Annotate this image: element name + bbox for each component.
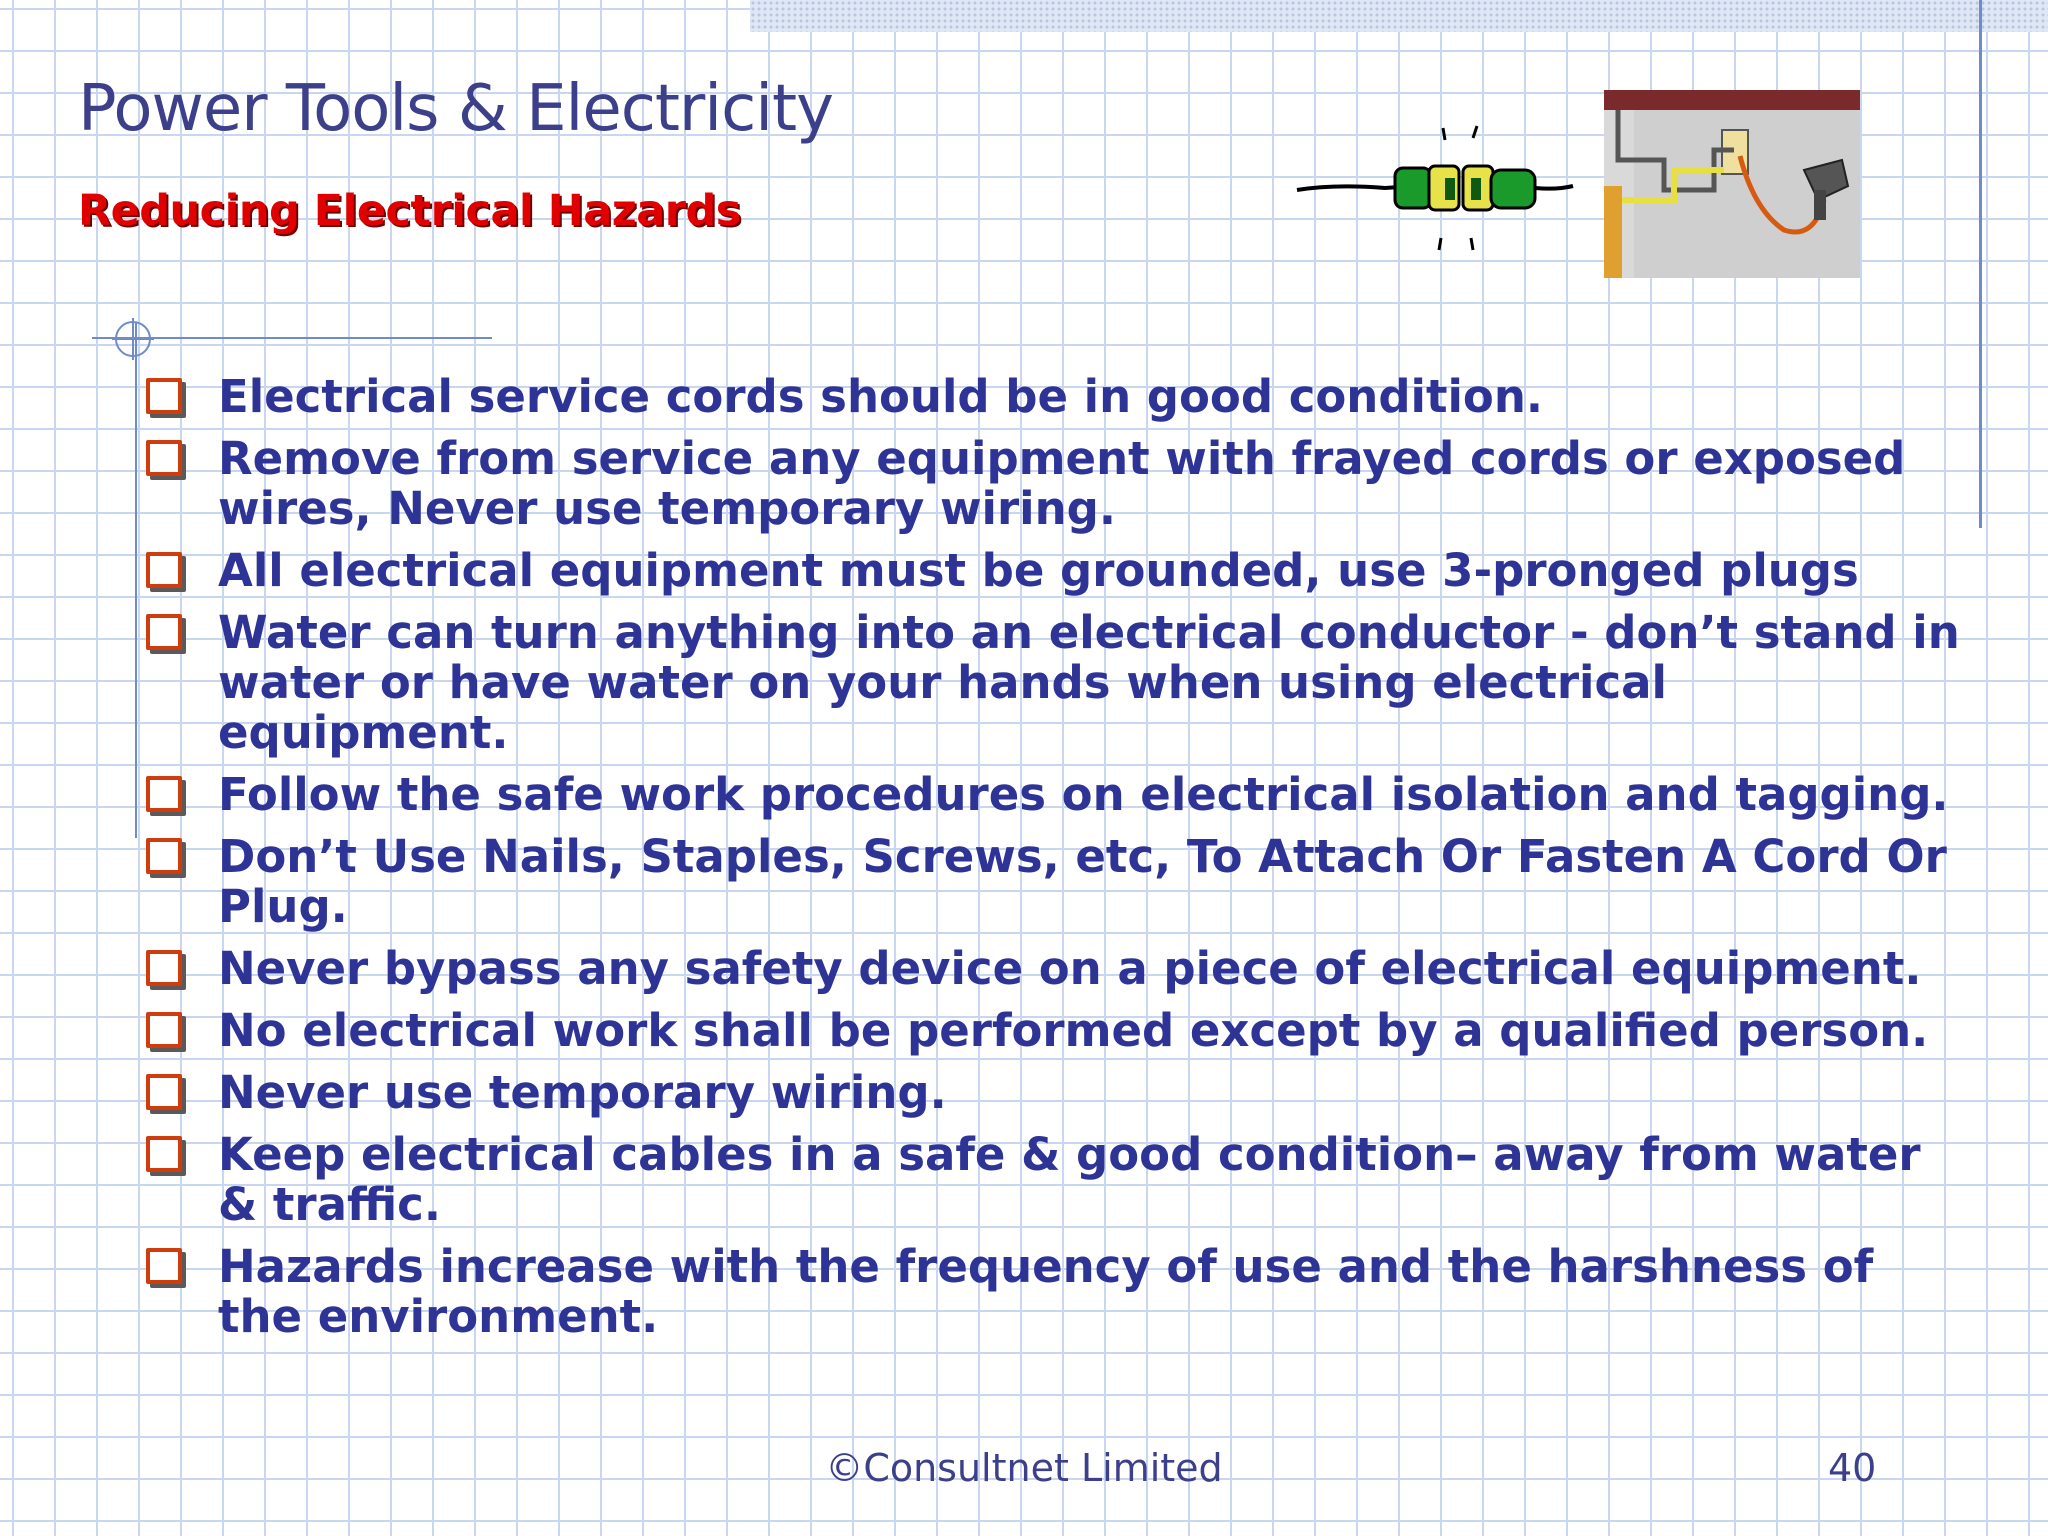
- list-item: [142, 1130, 1972, 1230]
- slide-subtitle: Reducing Electrical Hazards: [78, 186, 741, 236]
- bullet-text: Hazards increase with the frequency of use and the harshness of the environment.: [218, 1240, 1874, 1343]
- list-item: [142, 608, 1972, 758]
- bullet-text: Follow the safe work procedures on electrical isolation and tagging.: [218, 768, 1949, 821]
- left-accent-rule: [135, 322, 137, 838]
- top-pattern-strip: [750, 0, 2048, 32]
- list-item: [142, 1068, 1972, 1118]
- bullet-text: Water can turn anything into an electrical conductor - don’t stand in water or have water on your hands when using electrical equipment.: [218, 606, 1960, 759]
- list-item: [142, 1242, 1972, 1342]
- checkbox-icon: [146, 1012, 182, 1048]
- list-item: [142, 434, 1972, 534]
- checkbox-icon: [146, 1074, 182, 1110]
- checkbox-icon: [146, 378, 182, 414]
- slide-title: Power Tools & Electricity: [78, 72, 833, 146]
- bullet-text: Keep electrical cables in a safe & good condition– away from water & traffic.: [218, 1128, 1921, 1231]
- bullet-text: No electrical work shall be performed except by a qualified person.: [218, 1004, 1929, 1057]
- checkbox-icon: [146, 440, 182, 476]
- list-item: [142, 1006, 1972, 1056]
- plug-connection-icon: [1295, 118, 1575, 263]
- list-item: [142, 770, 1972, 820]
- page-number: 40: [1828, 1446, 1877, 1490]
- bullet-text: Electrical service cords should be in good condition.: [218, 370, 1543, 423]
- checkbox-icon: [146, 1248, 182, 1284]
- bullet-text: Never use temporary wiring.: [218, 1066, 947, 1119]
- right-accent-rule: [1979, 0, 1982, 528]
- checkbox-icon: [146, 614, 182, 650]
- bullet-text: All electrical equipment must be grounded, use 3-pronged plugs: [218, 544, 1859, 597]
- crosshair-icon: [112, 318, 154, 360]
- checkbox-icon: [146, 776, 182, 812]
- list-item: [142, 944, 1972, 994]
- list-item: [142, 546, 1972, 596]
- checkbox-icon: [146, 552, 182, 588]
- bullet-text: Remove from service any equipment with frayed cords or exposed wires, Never use temporary wiring.: [218, 432, 1906, 535]
- bullet-text: Don’t Use Nails, Staples, Screws, etc, To Attach Or Fasten A Cord Or Plug.: [218, 830, 1947, 933]
- list-item: [142, 372, 1972, 422]
- wall-outlet-drill-icon: [1604, 90, 1860, 278]
- bullet-text: Never bypass any safety device on a piece of electrical equipment.: [218, 942, 1922, 995]
- checkbox-icon: [146, 950, 182, 986]
- bullet-list: [142, 372, 1972, 1354]
- list-item: [142, 832, 1972, 932]
- footer-copyright: ©Consultnet Limited: [825, 1446, 1223, 1490]
- checkbox-icon: [146, 838, 182, 874]
- checkbox-icon: [146, 1136, 182, 1172]
